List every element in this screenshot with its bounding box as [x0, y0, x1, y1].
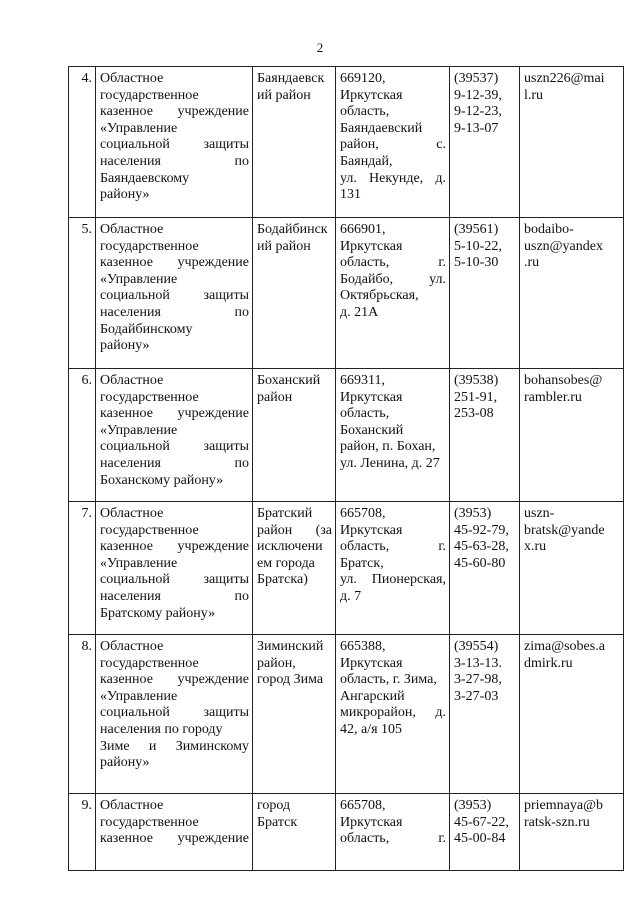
institution-name-cell [96, 218, 253, 369]
phone-line: 45-67-22, [454, 814, 509, 830]
email-line: ratsk-szn.ru [524, 814, 590, 830]
phone-line: 5-10-22, [454, 238, 502, 254]
institution-name-line: населения по [100, 588, 249, 604]
service-area-cell [253, 67, 336, 218]
address-line: Баяндаевский [340, 120, 423, 136]
phone-line: (3953) [454, 506, 492, 521]
institution-name-line: Братскому району» [100, 605, 216, 621]
email-line: priemnaya@b [524, 798, 603, 813]
address-cell [336, 502, 450, 635]
email-line: .ru [524, 255, 540, 271]
institution-name-line: социальной защиты [100, 705, 249, 721]
institution-name-line: государственное [100, 814, 199, 830]
address-line: Иркутская [340, 655, 403, 671]
address-line: район, п. Бохан, [340, 439, 436, 455]
institutions-table [68, 66, 624, 871]
phone-line: 45-92-79, [454, 522, 509, 538]
institution-name-line: Областное [100, 506, 164, 521]
email-line: uszn- [524, 506, 555, 521]
institution-name-line: «Управление [100, 271, 178, 287]
address-line: Боханский [340, 422, 404, 438]
address-line: Иркутская [340, 522, 403, 538]
phone-line: (39561) [454, 222, 499, 237]
phone-line: 3-13-13. [454, 655, 502, 671]
institution-name-line: казенное учреждение [100, 255, 249, 271]
institution-name-line: казенное учреждение [100, 831, 249, 847]
address-line: Иркутская [340, 87, 403, 103]
email-line: l.ru [524, 87, 544, 103]
email-line: bratsk@yande [524, 522, 605, 538]
service-area-line: Боханский [257, 373, 321, 388]
address-line: 669311, [340, 373, 385, 388]
address-line: 42, а/я 105 [340, 721, 403, 737]
service-area-line: район [257, 389, 293, 405]
institution-name-line: Баяндаевскому [100, 170, 190, 186]
service-area-line: город Зима [257, 672, 324, 688]
service-area-line: Бодайбинск [257, 222, 328, 237]
address-line: Баяндай, [340, 153, 393, 169]
email-line: x.ru [524, 539, 547, 555]
institution-name-line: социальной защиты [100, 137, 249, 153]
email-line: dmirk.ru [524, 655, 573, 671]
institution-name-line: государственное [100, 87, 199, 103]
address-line: д. 7 [340, 588, 362, 604]
address-line: 666901, [340, 222, 386, 237]
address-line: ул. Пионерская, [340, 572, 446, 588]
address-line: область, [340, 406, 390, 422]
address-line: 665708, [340, 506, 386, 521]
phone-line: 9-13-07 [454, 120, 499, 136]
address-line: Иркутская [340, 238, 403, 254]
institution-name-line: Бодайбинскому [100, 321, 193, 337]
phone-cell [450, 369, 520, 502]
row-number: 4. [69, 67, 96, 218]
table-row [69, 369, 624, 502]
institution-name-line: Областное [100, 71, 164, 86]
page-number: 2 [316, 40, 324, 55]
phone-line: 5-10-30 [454, 255, 499, 271]
phone-line: (39554) [454, 639, 499, 654]
address-cell [336, 67, 450, 218]
address-line: д. 21А [340, 304, 379, 320]
phone-cell [450, 502, 520, 635]
table-body [69, 67, 624, 871]
address-line: 665388, [340, 639, 386, 654]
service-area-line: район, [257, 655, 296, 671]
institution-name-line: казенное учреждение [100, 406, 249, 422]
phone-line: 45-63-28, [454, 539, 509, 555]
institution-name-line: Областное [100, 222, 164, 237]
institution-name-line: государственное [100, 522, 199, 538]
phone-line: 3-27-03 [454, 688, 499, 704]
institution-name-line: социальной защиты [100, 288, 249, 304]
institution-name-line: социальной защиты [100, 439, 249, 455]
institution-name-line: району» [100, 338, 150, 354]
institution-name-line: населения по [100, 304, 249, 320]
address-line: Октябрьская, [340, 288, 419, 304]
phone-line: 45-60-80 [454, 555, 506, 571]
service-area-line: ий район [257, 87, 311, 103]
institution-name-line: государственное [100, 655, 199, 671]
email-line: uszn@yandex [524, 238, 603, 254]
phone-line: (39538) [454, 373, 499, 388]
institution-name-line: казенное учреждение [100, 539, 249, 555]
service-area-line: Баяндаевск [257, 71, 325, 86]
email-cell [520, 369, 624, 502]
service-area-cell [253, 369, 336, 502]
institution-name-line: Областное [100, 373, 164, 388]
email-cell [520, 635, 624, 794]
phone-line: (3953) [454, 798, 492, 813]
institution-name-cell [96, 502, 253, 635]
institution-name-line: государственное [100, 238, 199, 254]
institution-name-line: казенное учреждение [100, 672, 249, 688]
service-area-cell [253, 635, 336, 794]
address-cell [336, 369, 450, 502]
service-area-cell [253, 218, 336, 369]
address-line: 669120, [340, 71, 386, 86]
institution-name-line: населения по [100, 455, 249, 471]
service-area-line: Братска) [257, 572, 308, 588]
institution-name-line: Областное [100, 639, 164, 654]
institution-name-line: казенное учреждение [100, 104, 249, 120]
institution-name-line: району» [100, 187, 150, 203]
address-line: ул. Некунде, д. [340, 170, 446, 186]
address-line: область, г. [340, 539, 446, 555]
phone-line: 9-12-39, [454, 87, 502, 103]
institution-name-line: социальной защиты [100, 572, 249, 588]
table-row [69, 67, 624, 218]
address-line: район, с. [340, 137, 446, 153]
email-cell [520, 67, 624, 218]
service-area-line: ий район [257, 238, 311, 254]
row-number: 8. [69, 635, 96, 794]
address-line: Бодайбо, ул. [340, 271, 446, 287]
institution-name-cell [96, 369, 253, 502]
email-line: bohansobes@ [524, 373, 603, 388]
table-row [69, 794, 624, 871]
address-line: 665708, [340, 798, 386, 813]
service-area-line: Зиминский [257, 639, 324, 654]
address-line: Ангарский [340, 688, 405, 704]
institution-name-line: Зиме и Зиминскому [100, 738, 249, 754]
institution-name-line: Боханскому району» [100, 472, 224, 488]
phone-cell [450, 635, 520, 794]
service-area-cell [253, 502, 336, 635]
address-cell [336, 635, 450, 794]
institution-name-line: «Управление [100, 422, 178, 438]
email-line: zima@sobes.a [524, 639, 605, 654]
address-line: область, [340, 104, 390, 120]
address-cell [336, 794, 450, 871]
email-cell [520, 218, 624, 369]
table-row [69, 502, 624, 635]
row-number: 9. [69, 794, 96, 871]
institution-name-cell [96, 67, 253, 218]
address-line: Иркутская [340, 389, 403, 405]
institution-name-line: населения по городу [100, 721, 223, 737]
service-area-line: город [257, 798, 291, 813]
phone-line: 251-91, [454, 389, 498, 405]
row-number: 5. [69, 218, 96, 369]
address-line: ул. Ленина, д. 27 [340, 455, 440, 471]
service-area-cell [253, 794, 336, 871]
institution-name-cell [96, 635, 253, 794]
address-line: область, г. [340, 255, 446, 271]
email-line: bodaibo- [524, 222, 574, 237]
service-area-line: Братск [257, 814, 298, 830]
table-row [69, 218, 624, 369]
phone-line: 9-12-23, [454, 104, 502, 120]
address-line: область, г. [340, 831, 446, 847]
phone-line: (39537) [454, 71, 499, 86]
institution-name-line: Областное [100, 798, 164, 813]
row-number: 6. [69, 369, 96, 502]
phone-line: 3-27-98, [454, 672, 502, 688]
institution-name-line: «Управление [100, 688, 178, 704]
table-row [69, 635, 624, 794]
service-area-line: ем города [257, 555, 315, 571]
email-line: uszn226@mai [524, 71, 605, 86]
email-cell [520, 794, 624, 871]
address-line: область, г. Зима, [340, 672, 437, 688]
service-area-line: район (за [257, 522, 332, 538]
phone-cell [450, 794, 520, 871]
phone-line: 253-08 [454, 406, 494, 422]
address-line: Иркутская [340, 814, 403, 830]
email-cell [520, 502, 624, 635]
institution-name-line: «Управление [100, 555, 178, 571]
institution-name-line: району» [100, 755, 150, 771]
phone-cell [450, 67, 520, 218]
service-area-line: исключени [257, 539, 323, 555]
institution-name-line: «Управление [100, 120, 178, 136]
address-line: Братск, [340, 555, 384, 571]
phone-cell [450, 218, 520, 369]
address-line: 131 [340, 187, 361, 203]
email-line: rambler.ru [524, 389, 582, 405]
institution-name-line: населения по [100, 153, 249, 169]
institution-name-line: государственное [100, 389, 199, 405]
institution-name-cell [96, 794, 253, 871]
service-area-line: Братский [257, 506, 313, 521]
address-cell [336, 218, 450, 369]
row-number: 7. [69, 502, 96, 635]
phone-line: 45-00-84 [454, 831, 506, 847]
address-line: микрорайон, д. [340, 705, 446, 721]
